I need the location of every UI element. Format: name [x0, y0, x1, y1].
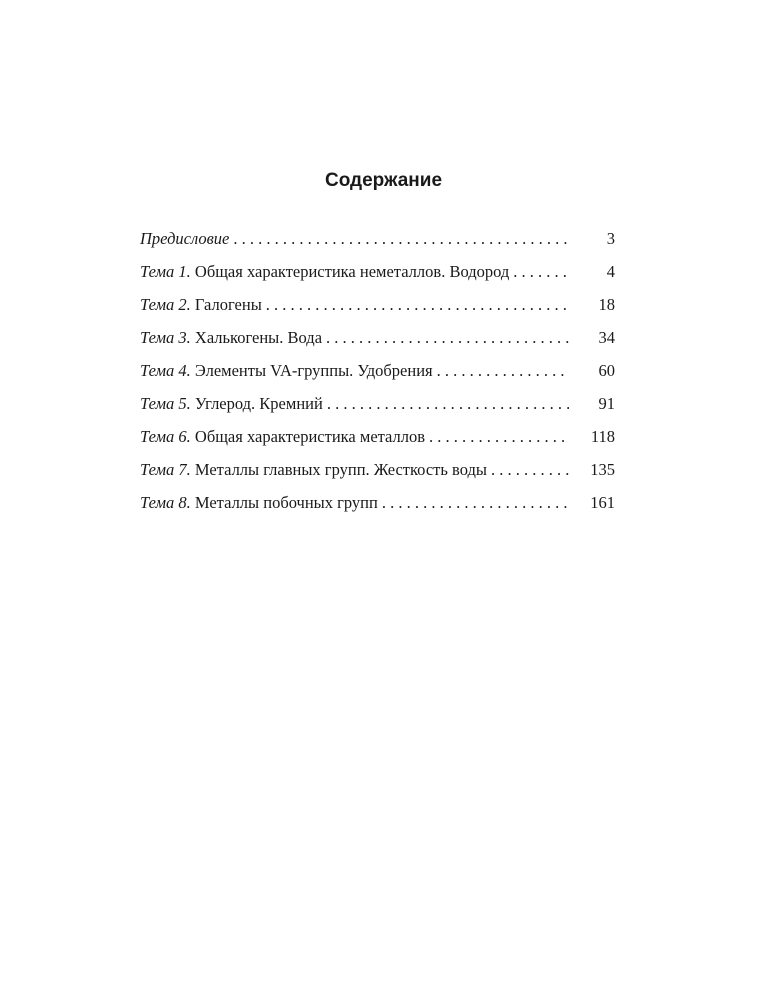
toc-entry-text: Галогены [194, 295, 262, 314]
toc-entry-page: 3 [606, 229, 615, 248]
toc-leader-dots [233, 228, 569, 250]
toc-entry-text: Элементы VA-группы. Удобрения [194, 361, 433, 380]
toc-leader-dots [513, 261, 569, 283]
page-title: Содержание [324, 170, 443, 191]
toc-leader-dots [327, 393, 569, 415]
toc-entry-theme: Предисловие [140, 229, 230, 248]
toc-entry-page: 34 [598, 328, 615, 347]
toc-leader-dots [491, 459, 569, 481]
toc-entry-page: 4 [606, 262, 615, 281]
toc-entry [140, 261, 615, 294]
toc-leader-dots [437, 360, 569, 382]
toc-entry-theme: Тема 8. [140, 493, 191, 512]
toc-entry-label [140, 294, 262, 316]
toc-entry-page: 91 [598, 394, 615, 413]
toc-entry-text: Металлы главных групп. Жесткость воды [194, 460, 487, 479]
toc-entry-label [140, 261, 509, 283]
toc-entry [140, 492, 615, 525]
toc-entry-text: Халькогены. Вода [194, 328, 323, 347]
toc-entry-page: 18 [598, 295, 615, 314]
toc-entry [140, 294, 615, 327]
toc-entry-text: Общая характеристика неметаллов. Водород [194, 262, 510, 281]
toc-entry-theme: Тема 2. [140, 295, 191, 314]
toc-entry [140, 426, 615, 459]
toc-entry-label [140, 360, 433, 382]
toc-entry-text: Металлы побочных групп [194, 493, 378, 512]
toc-entry-label [140, 459, 487, 481]
toc-entry-label [140, 393, 323, 415]
toc-entry [140, 459, 615, 492]
toc-leader-dots [429, 426, 569, 448]
toc-entry-label [140, 228, 229, 250]
toc-entry-theme: Тема 6. [140, 427, 191, 446]
toc-leader-dots [326, 327, 569, 349]
toc-entry [140, 327, 615, 360]
toc-leader-dots [266, 294, 569, 316]
toc-entry-label [140, 327, 322, 349]
toc-entry-page: 118 [590, 427, 615, 446]
toc-entry-label [140, 426, 425, 448]
table-of-contents [140, 228, 615, 525]
toc-entry [140, 393, 615, 426]
toc-entry-label [140, 492, 378, 514]
toc-entry-page: 60 [598, 361, 615, 380]
toc-entry-text: Углерод. Кремний [194, 394, 323, 413]
toc-entry-text: Общая характеристика металлов [194, 427, 426, 446]
toc-entry-page: 161 [590, 493, 615, 512]
toc-entry-theme: Тема 3. [140, 328, 191, 347]
toc-entry [140, 360, 615, 393]
toc-entry-page: 135 [590, 460, 615, 479]
toc-leader-dots [382, 492, 569, 514]
toc-entry-theme: Тема 4. [140, 361, 191, 380]
toc-entry-theme: Тема 5. [140, 394, 191, 413]
toc-entry [140, 228, 615, 261]
toc-entry-theme: Тема 7. [140, 460, 191, 479]
toc-entry-theme: Тема 1. [140, 262, 191, 281]
